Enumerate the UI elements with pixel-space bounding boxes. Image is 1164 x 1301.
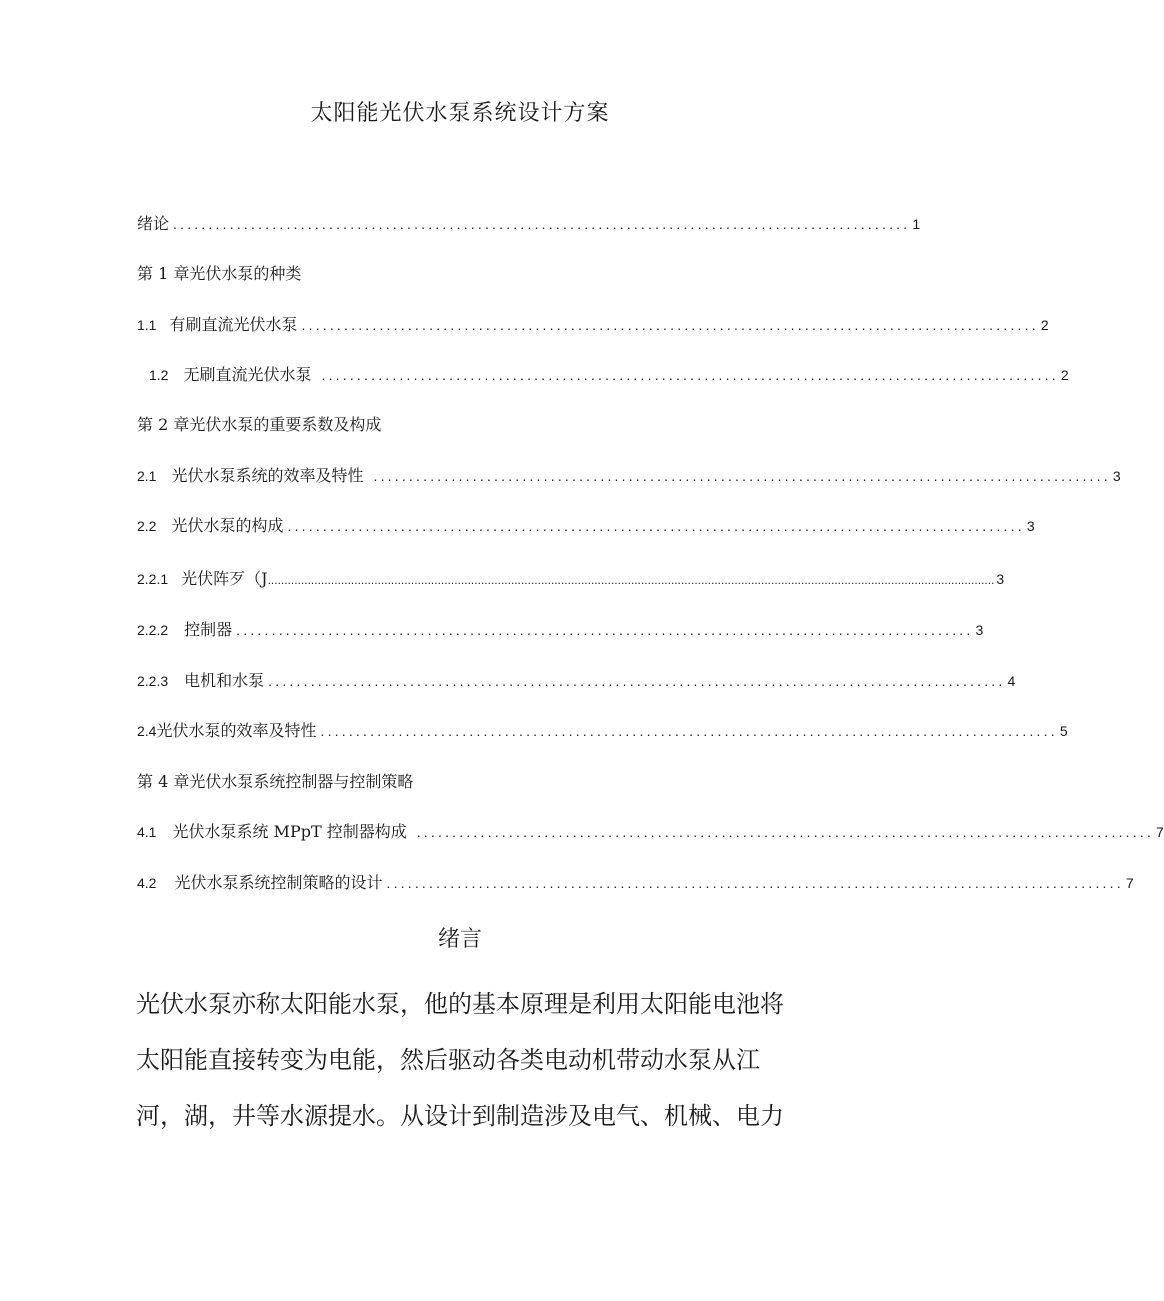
toc-entry-number: 1.1 (137, 317, 157, 333)
toc-page-number: 5 (1059, 723, 1068, 739)
toc-entry-number: 4.2 (137, 875, 157, 891)
toc-dot-leader: ........................................................................................................ (268, 673, 1006, 689)
toc-entry-label: 光伏水泵系统 MPpT 控制器构成 (172, 822, 407, 841)
toc-entry-1-1 (137, 314, 1049, 336)
toc-entry-label: 第 4 章光伏水泵系统控制器与控制策略 (137, 772, 414, 791)
paragraph-line: 河，湖，井等水源提水。从设计到制造涉及电气、机械、电力 (136, 1102, 784, 1130)
toc-entry-4-2 (137, 872, 1134, 894)
toc-chapter-2 (137, 414, 381, 436)
toc-dot-leader: .......................................................................................................................................................................................................................... (267, 573, 995, 587)
toc-page-number: 3 (975, 622, 984, 638)
toc-page-number: 7 (1156, 824, 1164, 840)
toc-entry-label: 电机和水泵 (184, 671, 265, 690)
toc-entry-2-2-3 (137, 670, 1016, 692)
toc-dot-leader: ........................................................................................................ (373, 468, 1111, 484)
toc-entry-label: 有刷直流光伏水泵 (169, 315, 298, 334)
toc-entry-label: 第 2 章光伏水泵的重要系数及构成 (137, 415, 382, 434)
toc-entry-label: 光伏水泵系统的效率及特性 (171, 466, 364, 485)
toc-entry-2-2-1 (137, 568, 1005, 591)
toc-entry-label: 光伏水泵系统控制策略的设计 (174, 873, 383, 892)
toc-entry-label: 无刷直流光伏水泵 (183, 365, 312, 384)
toc-entry-1-2 (149, 364, 1069, 386)
toc-page-number: 4 (1007, 673, 1016, 689)
toc-entry-number: 4.1 (137, 824, 157, 840)
toc-dot-leader: ........................................................................................................ (320, 723, 1058, 739)
toc-entry-label: 光伏水泵的效率及特性 (156, 721, 317, 740)
toc-dot-leader: ........................................................................................................ (416, 824, 1155, 840)
toc-entry-label: 控制器 (184, 620, 233, 639)
section-title: 绪言 (437, 927, 482, 952)
toc-page-number: 1 (912, 216, 921, 232)
toc-dot-leader: ........................................................................................................ (386, 875, 1124, 891)
paragraph-line: 光伏水泵亦称太阳能水泵，他的基本原理是利用太阳能电池将 (136, 990, 784, 1018)
toc-entry-number: 2.1 (137, 468, 157, 484)
toc-page-number: 7 (1125, 875, 1134, 891)
toc-entry-label: 第 1 章光伏水泵的种类 (137, 264, 302, 283)
toc-page-number: 2 (1060, 367, 1069, 383)
toc-entry-2-4 (137, 720, 1068, 742)
toc-dot-leader: ........................................................................................................ (321, 367, 1059, 383)
toc-entry-number: 1.2 (149, 367, 169, 383)
toc-chapter-1 (137, 263, 301, 285)
toc-entry-number: 2.2.1 (137, 571, 169, 587)
toc-entry-label: 绪论 (137, 214, 170, 233)
toc-entry-4-1 (137, 821, 1164, 843)
document-title: 太阳能光伏水泵系统设计方案 (310, 101, 610, 126)
toc-entry-number: 2.2 (137, 518, 157, 534)
toc-page-number: 2 (1040, 317, 1049, 333)
toc-dot-leader: ........................................................................................................ (287, 518, 1025, 534)
paragraph-line: 太阳能直接转变为电能，然后驱动各类电动机带动水泵从江 (136, 1046, 760, 1074)
body-paragraph (136, 976, 784, 1144)
toc-dot-leader: ........................................................................................................ (173, 216, 911, 232)
toc-dot-leader: ........................................................................................................ (301, 317, 1039, 333)
toc-chapter-4 (137, 771, 413, 793)
toc-dot-leader: ........................................................................................................ (236, 622, 974, 638)
toc-entry-2-2-2 (137, 619, 984, 641)
toc-entry-label: 光伏水泵的构成 (171, 516, 284, 535)
toc-entry-number: 2.4 (137, 723, 157, 739)
toc-entry-label: 光伏阵歹（J (181, 569, 268, 588)
toc-entry-intro (137, 213, 921, 235)
toc-entry-2-2 (137, 515, 1035, 537)
toc-entry-number: 2.2.2 (137, 622, 169, 638)
toc-page-number: 3 (996, 571, 1005, 587)
toc-page-number: 3 (1026, 518, 1035, 534)
toc-entry-2-1 (137, 465, 1121, 487)
toc-page-number: 3 (1112, 468, 1121, 484)
toc-entry-number: 2.2.3 (137, 673, 169, 689)
